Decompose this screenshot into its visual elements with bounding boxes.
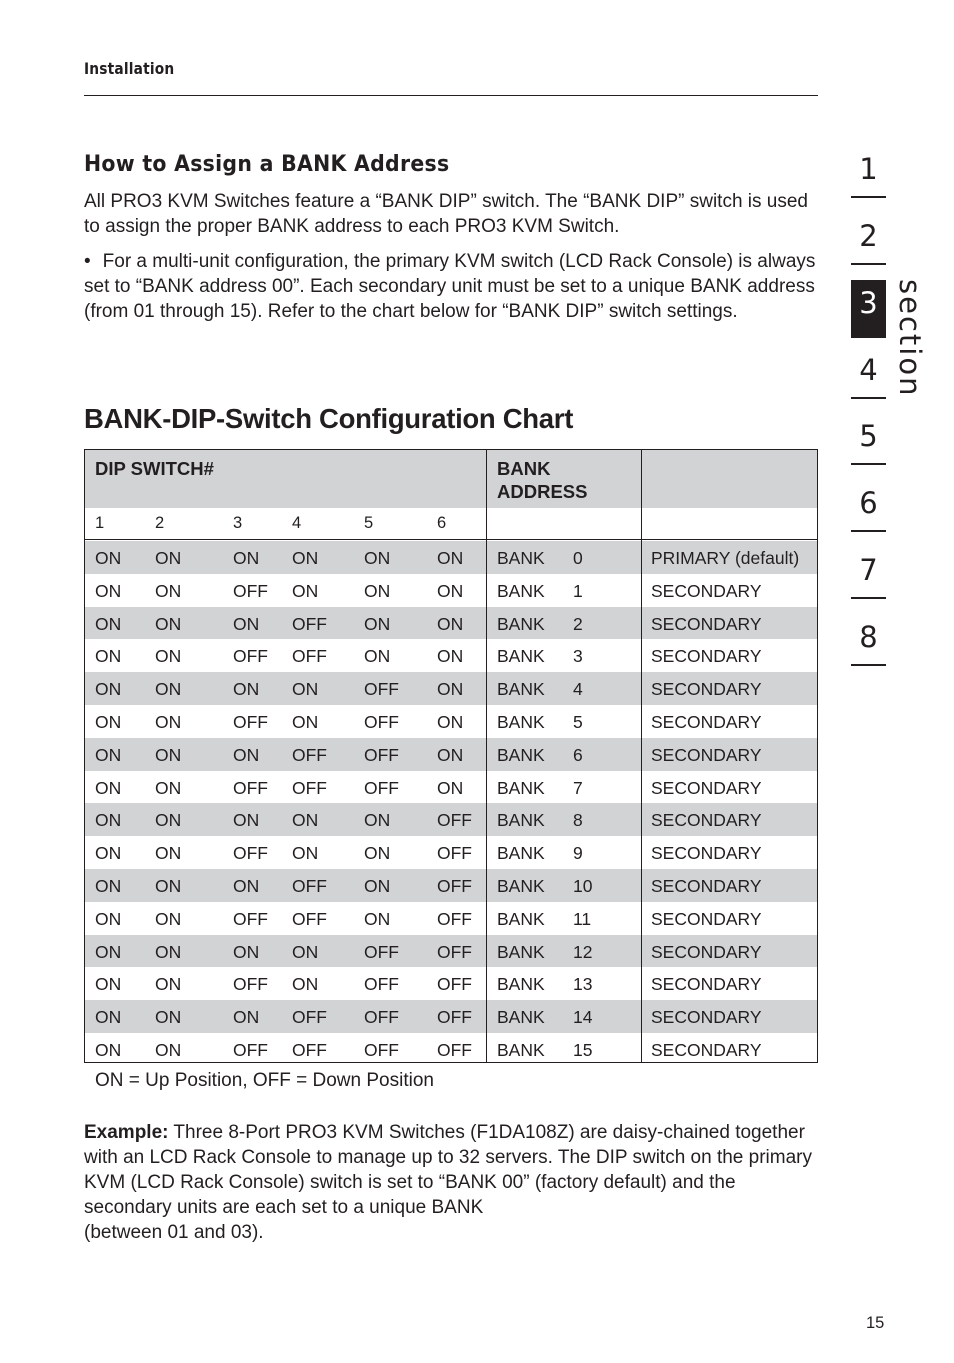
bullet-paragraph <box>84 249 824 324</box>
bank-address-cell: 11 <box>573 908 592 929</box>
switch-state-cell: OFF <box>437 876 472 896</box>
header-bank-address: BANK ADDRESS <box>497 458 588 502</box>
bank-label-cell: BANK <box>497 580 545 601</box>
switch-state-cell: ON <box>155 843 182 864</box>
switch-state-cell: OFF <box>292 1040 327 1060</box>
unit-role-cell: SECONDARY <box>651 1007 762 1028</box>
switch-state-cell: ON <box>364 843 391 864</box>
bank-address-cell: 3 <box>573 646 583 667</box>
page-number: 15 <box>866 1314 885 1332</box>
example-text: Three 8-Port PRO3 KVM Switches (F1DA108Z) are daisy-chained together with an LCD Rack Console to manage up to 32 servers. The DIP switch on the primary KVM (LCD Rack Console) switch is set to “BANK 00” (factory default) and the secondary units are each set to a unique BANK <box>84 1122 812 1218</box>
switch-state-cell: OFF <box>364 712 399 732</box>
switch-state-cell: ON <box>233 1007 260 1028</box>
bank-address-cell: 6 <box>573 744 583 765</box>
switch-number-cell: 1 <box>95 514 105 532</box>
switch-state-cell: OFF <box>292 613 327 634</box>
example-text-last: (between 01 and 03). <box>84 1222 264 1243</box>
bank-label-cell: BANK <box>497 974 545 995</box>
section-heading: How to Assign a BANK Address <box>84 152 450 177</box>
switch-state-cell: ON <box>95 908 122 929</box>
unit-role-cell: SECONDARY <box>651 613 762 634</box>
switch-state-cell: ON <box>292 580 319 601</box>
switch-state-cell: ON <box>364 810 391 831</box>
switch-state-cell: ON <box>95 974 122 995</box>
switch-state-cell: ON <box>292 941 319 962</box>
switch-state-cell: OFF <box>437 941 472 962</box>
table-header-row <box>85 450 817 508</box>
running-header: Installation <box>84 59 175 78</box>
switch-state-cell: ON <box>95 580 122 601</box>
table-row <box>85 607 817 640</box>
switch-state-cell: ON <box>233 613 260 634</box>
unit-role-cell: SECONDARY <box>651 843 762 864</box>
bank-label-cell: BANK <box>497 646 545 667</box>
switch-state-cell: ON <box>437 548 464 568</box>
section-tab-divider <box>851 664 886 666</box>
switch-state-cell: ON <box>364 876 391 896</box>
switch-state-cell: ON <box>155 1007 182 1028</box>
switch-state-cell: OFF <box>364 1007 399 1028</box>
switch-state-cell: OFF <box>437 908 472 929</box>
bank-label-cell: BANK <box>497 810 545 831</box>
switch-state-cell: OFF <box>233 712 268 732</box>
section-tab-divider <box>851 463 886 465</box>
switch-number-cell: 4 <box>292 514 302 532</box>
bank-address-cell: 2 <box>573 613 583 634</box>
switch-state-cell: ON <box>95 548 122 568</box>
switch-state-cell: ON <box>233 876 260 896</box>
unit-role-cell: SECONDARY <box>651 974 762 995</box>
section-word: section <box>893 279 927 398</box>
switch-state-cell: ON <box>155 876 182 896</box>
intro-paragraph: All PRO3 KVM Switches feature a “BANK DIP” switch. The “BANK DIP” switch is used to assign the proper BANK address to each PRO3 KVM Switch. <box>84 191 808 237</box>
switch-state-cell: ON <box>155 941 182 962</box>
unit-role-cell: PRIMARY (default) <box>651 548 800 568</box>
section-tab-divider <box>851 530 886 532</box>
bank-label-cell: BANK <box>497 1040 545 1060</box>
bank-label-cell: BANK <box>497 876 545 896</box>
switch-state-cell: ON <box>95 613 122 634</box>
switch-state-cell: ON <box>155 810 182 831</box>
switch-state-cell: ON <box>95 1040 122 1060</box>
table-row <box>85 639 817 672</box>
switch-state-cell: OFF <box>292 876 327 896</box>
unit-role-cell: SECONDARY <box>651 712 762 732</box>
switch-state-cell: ON <box>292 548 319 568</box>
bank-address-cell: 1 <box>573 580 583 601</box>
header-dip-switch: DIP SWITCH# <box>95 458 214 479</box>
table-row <box>85 771 817 804</box>
section-tab-7[interactable]: 7 <box>859 553 878 587</box>
bank-label-cell: BANK <box>497 548 545 568</box>
switch-state-cell: OFF <box>233 646 268 667</box>
unit-role-cell: SECONDARY <box>651 679 762 700</box>
switch-state-cell: OFF <box>437 974 472 995</box>
switch-number-cell: 6 <box>437 514 447 532</box>
switch-number-cell: 5 <box>364 514 374 532</box>
switch-state-cell: ON <box>155 777 182 798</box>
switch-state-cell: ON <box>437 646 464 667</box>
chart-title: BANK-DIP-Switch Configuration Chart <box>84 403 574 434</box>
switch-state-cell: ON <box>155 974 182 995</box>
switch-state-cell: OFF <box>233 1040 268 1060</box>
switch-state-cell: OFF <box>292 777 327 798</box>
unit-role-cell: SECONDARY <box>651 777 762 798</box>
bank-label-cell: BANK <box>497 744 545 765</box>
switch-state-cell: ON <box>437 679 464 700</box>
column-divider <box>486 450 487 1062</box>
bank-address-cell: 8 <box>573 810 583 831</box>
unit-role-cell: SECONDARY <box>651 580 762 601</box>
switch-state-cell: OFF <box>364 679 399 700</box>
bank-label-cell: BANK <box>497 613 545 634</box>
switch-state-cell: ON <box>155 613 182 634</box>
header-divider <box>84 95 818 96</box>
section-tab-2[interactable]: 2 <box>859 219 878 253</box>
section-tab-8[interactable]: 8 <box>859 620 878 654</box>
bank-label-cell: BANK <box>497 941 545 962</box>
switch-state-cell: OFF <box>364 1040 399 1060</box>
legend-note: ON = Up Position, OFF = Down Position <box>95 1070 434 1091</box>
switch-state-cell: ON <box>437 712 464 732</box>
switch-state-cell: OFF <box>364 974 399 995</box>
section-tab-1[interactable]: 1 <box>859 152 878 186</box>
switch-state-cell: ON <box>95 744 122 765</box>
bank-address-cell: 5 <box>573 712 583 732</box>
switch-state-cell: ON <box>292 679 319 700</box>
table-row <box>85 967 817 1000</box>
example-paragraph <box>84 1120 824 1245</box>
switch-state-cell: ON <box>437 580 464 601</box>
bank-address-cell: 7 <box>573 777 583 798</box>
switch-state-cell: ON <box>437 744 464 765</box>
switch-state-cell: ON <box>155 646 182 667</box>
switch-state-cell: ON <box>155 679 182 700</box>
switch-state-cell: OFF <box>364 744 399 765</box>
switch-state-cell: ON <box>364 613 391 634</box>
table-row <box>85 803 817 836</box>
dip-switch-table <box>84 449 818 1063</box>
switch-state-cell: OFF <box>292 744 327 765</box>
unit-role-cell: SECONDARY <box>651 908 762 929</box>
switch-state-cell: OFF <box>233 974 268 995</box>
section-tab-divider <box>851 263 886 265</box>
switch-state-cell: ON <box>95 646 122 667</box>
switch-state-cell: ON <box>437 777 464 798</box>
bank-address-cell: 4 <box>573 679 583 700</box>
bank-address-cell: 13 <box>573 974 593 995</box>
switch-state-cell: ON <box>155 744 182 765</box>
unit-role-cell: SECONDARY <box>651 941 762 962</box>
switch-state-cell: ON <box>233 810 260 831</box>
unit-role-cell: SECONDARY <box>651 1040 762 1060</box>
table-row <box>85 1033 817 1066</box>
unit-role-cell: SECONDARY <box>651 744 762 765</box>
section-tab-4[interactable]: 4 <box>859 353 878 387</box>
switch-state-cell: ON <box>155 712 182 732</box>
switch-state-cell: OFF <box>233 777 268 798</box>
switch-state-cell: OFF <box>233 908 268 929</box>
table-row <box>85 902 817 935</box>
switch-state-cell: OFF <box>292 908 327 929</box>
switch-state-cell: OFF <box>437 1007 472 1028</box>
example-label: Example: <box>84 1122 169 1143</box>
switch-state-cell: ON <box>95 843 122 864</box>
switch-state-cell: ON <box>155 548 182 568</box>
bank-address-cell: 15 <box>573 1040 593 1060</box>
section-tab-divider <box>851 196 886 198</box>
table-row <box>85 836 817 869</box>
bank-label-cell: BANK <box>497 1007 545 1028</box>
section-label <box>877 279 937 398</box>
table-row <box>85 672 817 705</box>
switch-state-cell: OFF <box>292 1007 327 1028</box>
switch-state-cell: ON <box>233 679 260 700</box>
bank-label-cell: BANK <box>497 908 545 929</box>
table-row <box>85 935 817 968</box>
switch-state-cell: ON <box>95 777 122 798</box>
switch-state-cell: ON <box>364 548 391 568</box>
switch-state-cell: ON <box>292 810 319 831</box>
switch-state-cell: ON <box>95 876 122 896</box>
unit-role-cell: SECONDARY <box>651 876 762 896</box>
unit-role-cell: SECONDARY <box>651 810 762 831</box>
switch-state-cell: ON <box>292 843 319 864</box>
switch-state-cell: ON <box>95 679 122 700</box>
bank-label-cell: BANK <box>497 712 545 732</box>
switch-state-cell: ON <box>364 908 391 929</box>
switch-state-cell: ON <box>364 580 391 601</box>
switch-state-cell: ON <box>95 810 122 831</box>
switch-state-cell: OFF <box>364 941 399 962</box>
switch-state-cell: ON <box>233 941 260 962</box>
switch-state-cell: OFF <box>233 580 268 601</box>
section-tab-3[interactable]: 3 <box>851 280 886 338</box>
switch-state-cell: ON <box>364 646 391 667</box>
bank-address-cell: 14 <box>573 1007 593 1028</box>
switch-state-cell: ON <box>95 712 122 732</box>
switch-state-cell: ON <box>292 712 319 732</box>
switch-number-cell: 3 <box>233 514 243 532</box>
section-tab-5[interactable]: 5 <box>859 419 878 453</box>
table-row <box>85 705 817 738</box>
switch-state-cell: ON <box>95 1007 122 1028</box>
table-row <box>85 738 817 771</box>
switch-state-cell: ON <box>155 580 182 601</box>
bullet-marker: • <box>84 251 91 272</box>
bank-address-cell: 10 <box>573 876 593 896</box>
switch-state-cell: OFF <box>437 1040 472 1060</box>
switch-state-cell: ON <box>155 908 182 929</box>
switch-state-cell: ON <box>437 613 464 634</box>
switch-state-cell: OFF <box>364 777 399 798</box>
switch-state-cell: OFF <box>292 646 327 667</box>
switch-state-cell: ON <box>233 744 260 765</box>
bank-label-cell: BANK <box>497 679 545 700</box>
bank-label-cell: BANK <box>497 777 545 798</box>
column-divider <box>641 450 642 1062</box>
section-tab-6[interactable]: 6 <box>859 486 878 520</box>
bullet-text: For a multi-unit configuration, the primary KVM switch (LCD Rack Console) is always set to “BANK address 00”. Each secondary unit must be set to a unique BANK address (from 01 through 15). Refer to the chart below for “BANK DIP” switch settings. <box>84 251 816 322</box>
table-row <box>85 869 817 902</box>
switch-state-cell: OFF <box>437 843 472 864</box>
unit-role-cell: SECONDARY <box>651 646 762 667</box>
switch-state-cell: OFF <box>233 843 268 864</box>
switch-state-cell: ON <box>292 974 319 995</box>
bank-address-cell: 12 <box>573 941 593 962</box>
table-row <box>85 541 817 574</box>
table-row <box>85 1000 817 1033</box>
switch-state-cell: ON <box>233 548 260 568</box>
section-tab-divider <box>851 397 886 399</box>
section-tab-divider <box>851 597 886 599</box>
switch-number-cell: 2 <box>155 514 165 532</box>
bank-address-cell: 9 <box>573 843 583 864</box>
bank-address-cell: 0 <box>573 548 583 568</box>
switch-number-row <box>85 508 817 540</box>
table-row <box>85 574 817 607</box>
switch-state-cell: ON <box>95 941 122 962</box>
switch-state-cell: OFF <box>437 810 472 831</box>
switch-state-cell: ON <box>155 1040 182 1060</box>
bank-label-cell: BANK <box>497 843 545 864</box>
